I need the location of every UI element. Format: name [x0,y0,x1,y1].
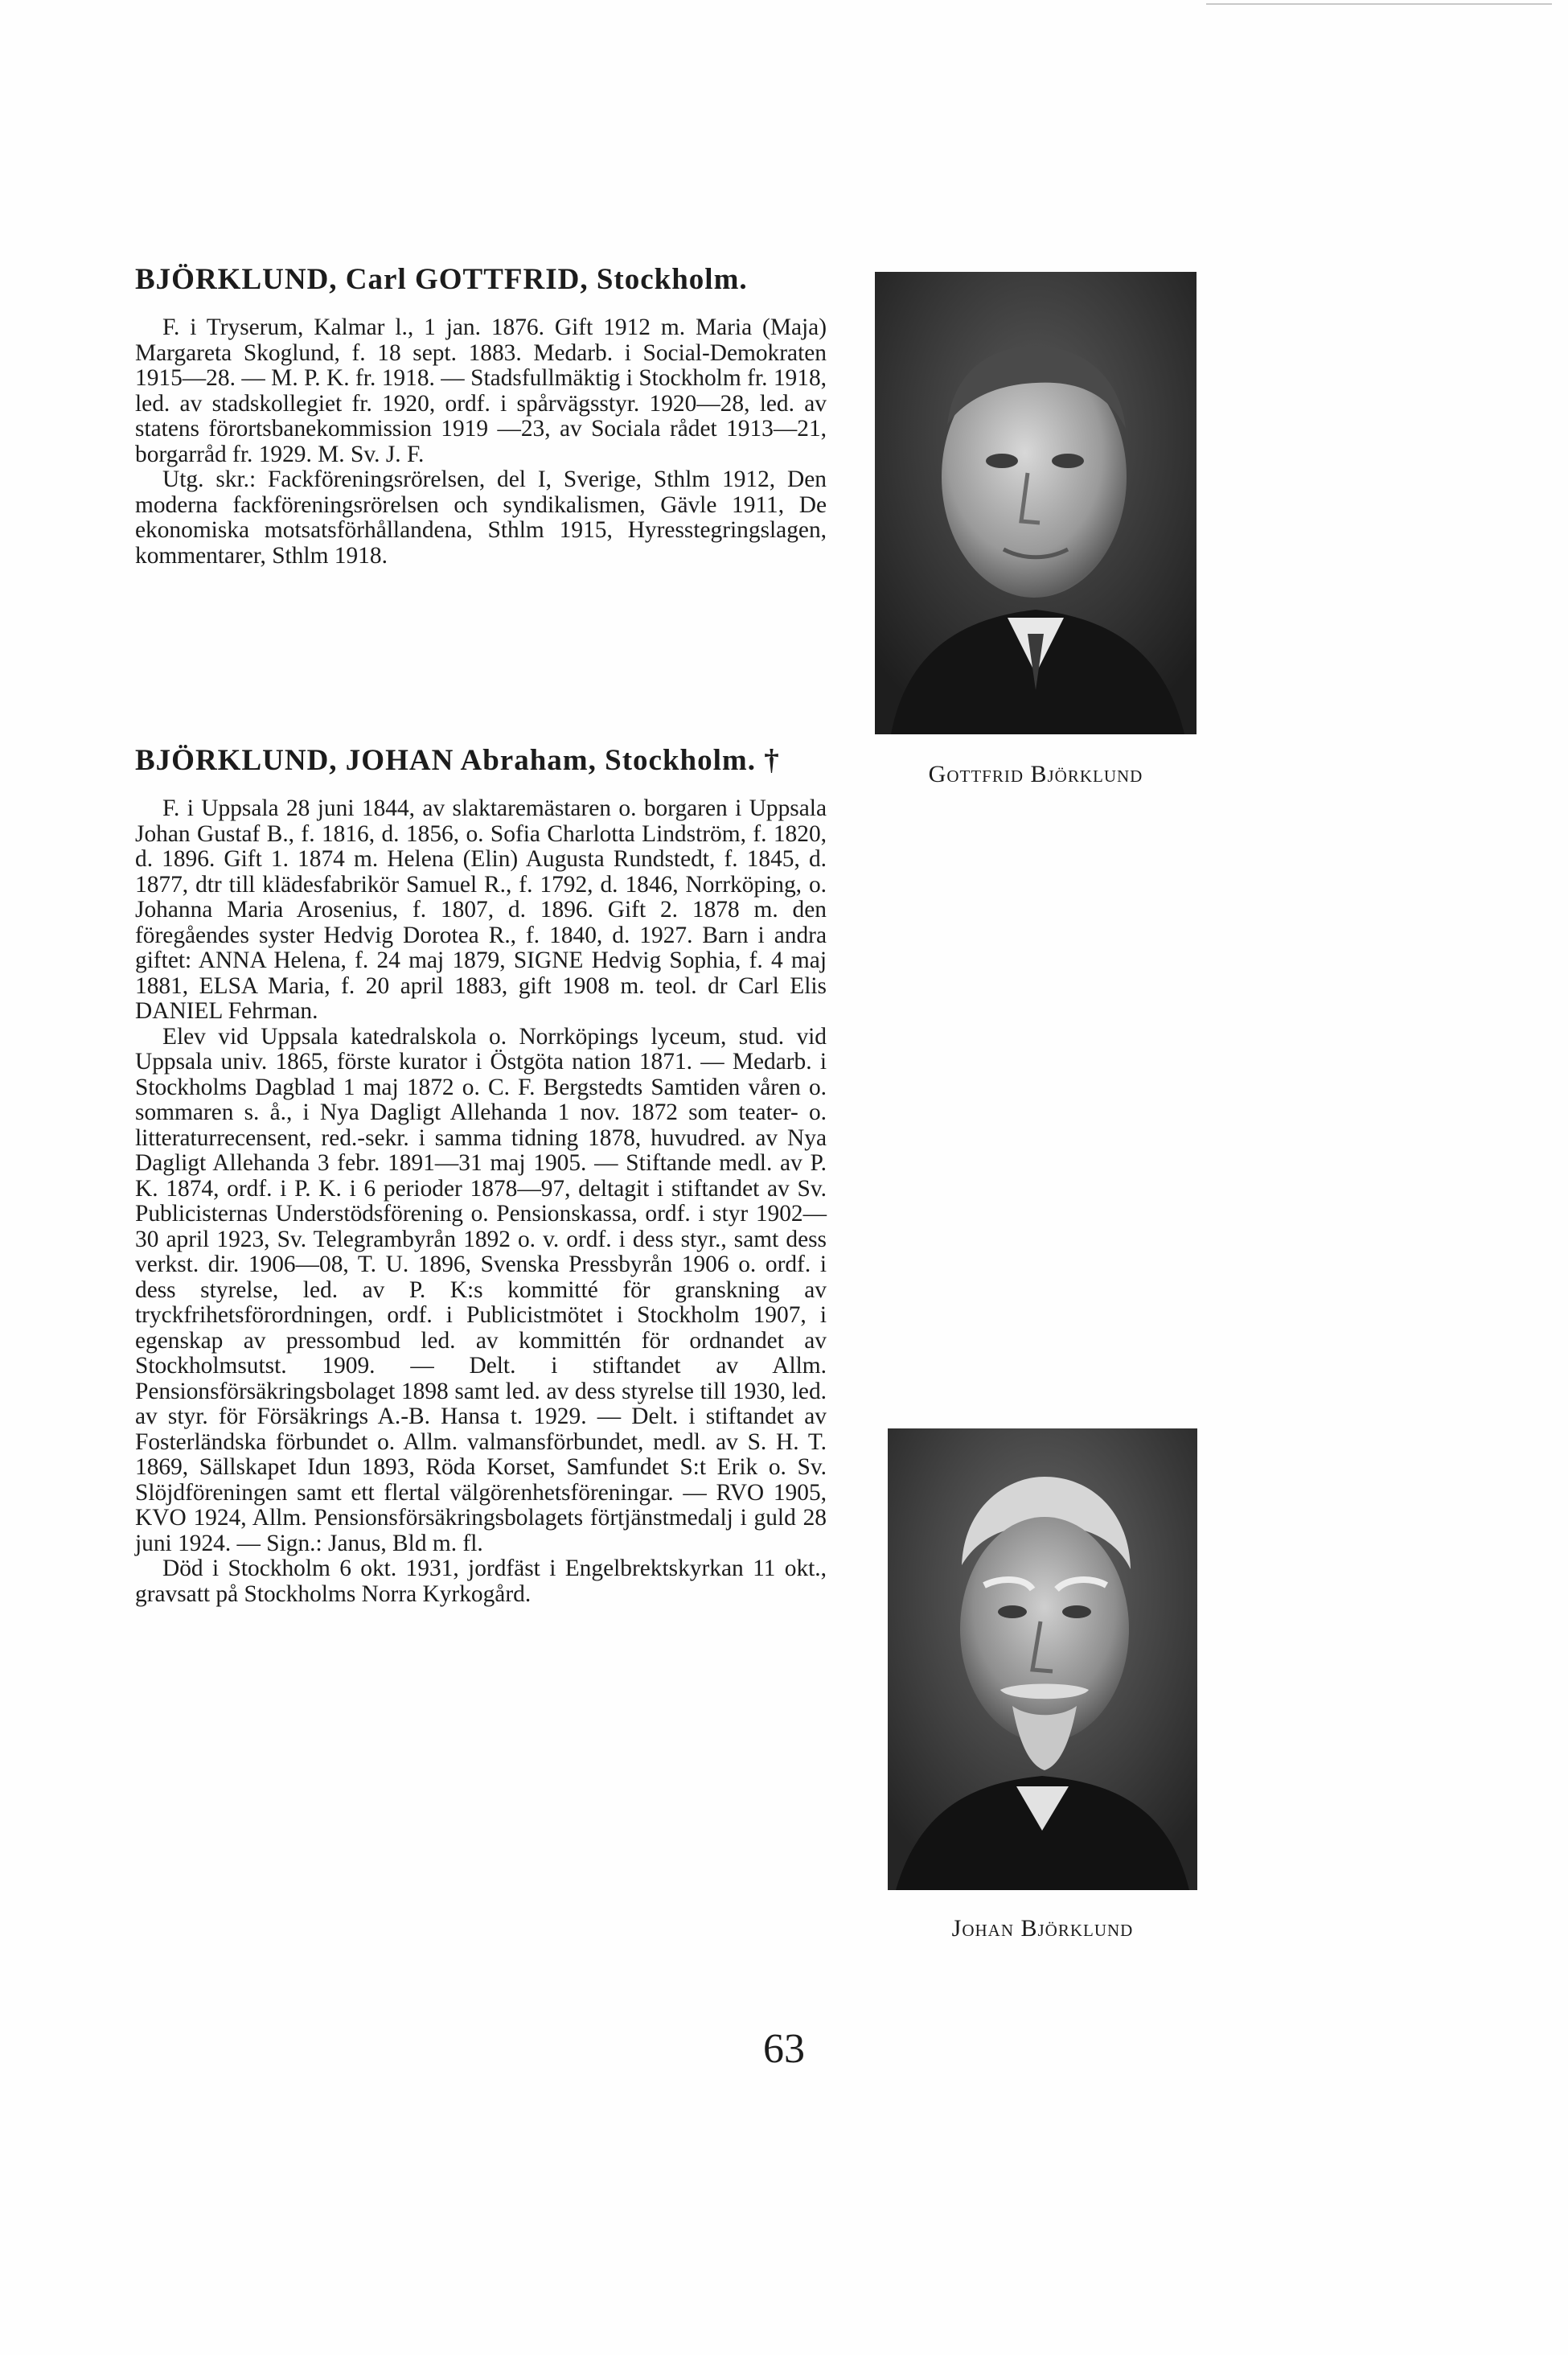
portrait-photo-johan [888,1428,1197,1890]
entry-gottfrid [135,262,827,569]
entry-paragraph: Elev vid Uppsala katedralskola o. Norrköpings lyceum, stud. vid Uppsala univ. 1865, förste kurator i Östgöta nation 1871. — Medarb. i Stockholms Dagblad 1 maj 1872 o. C. F. Bergstedts Samtiden våren o. sommaren s. å., i Nya Dagligt Allehanda 1 nov. 1872 som teater- o. litteraturrecensent, red.-sekr. i samma tidning 1878, huvudred. av Nya Dagligt Allehanda 3 febr. 1891—31 maj 1905. — Stiftande medl. av P. K. 1874, ordf. i P. K. i 6 perioder 1878—97, deltagit i stiftandet av Sv. Publicisternas Understödsförening o. Pensionskassa, ordf. i styr 1902—30 april 1923, Sv. Telegrambyrån 1892 o. v. ordf. i dess styr., samt dess verkst. dir. 1906—08, T. U. 1896, Svenska Pressbyrån 1906 o. ordf. i dess styrelse, led. av P. K:s kommitté för granskning av tryckfrihetsförordningen, ordf. i Publicistmötet i Stockholm 1907, i egenskap av pressombud led. av kommittén för ordnandet av Stockholmsutst. 1909. — Delt. i stiftandet av Allm. Pensionsförsäkringsbolaget 1898 samt led. av dess styrelse till 1930, led. av styr. för Försäkrings A.-B. Hansa t. 1929. — Delt. i stiftandet av Fosterländska förbundet o. Allm. valmansförbundet, medl. av S. H. T. 1869, Sällskapet Idun 1893, Röda Korset, Samfundet S:t Erik o. Sv. Slöjdföreningen samt ett flertal välgörenhetsföreningar. — RVO 1905, KVO 1924, Allm. Pensionsförsäkringsbolagets förtjänstmedalj i guld 28 juni 1924. — Sign.: Janus, Bld m. fl. [135,1023,827,1556]
entry-heading: BJÖRKLUND, JOHAN Abraham, Stockholm. † [135,744,780,777]
entry-paragraph: Död i Stockholm 6 okt. 1931, jordfäst i Engelbrektskyrkan 11 okt., gravsatt på Stockholms Norra Kyrkogård. [135,1556,827,1607]
portrait-photo-gottfrid [875,272,1197,734]
entry-paragraph: Utg. skr.: Fackföreningsrörelsen, del I, Sverige, Sthlm 1912, Den moderna fackföreningsrörelsen och syndikalismen, Gävle 1911, De ekonomiska motsatsförhållandena, Sthlm 1915, Hyresstegringslagen, kommentarer, Sthlm 1918. [135,466,827,569]
portrait-icon [875,272,1197,734]
entry-heading: BJÖRKLUND, Carl GOTTFRID, Stockholm. [135,263,748,296]
portrait-caption: Johan Björklund [951,1915,1134,1942]
scan-edge-line [1206,3,1552,5]
portrait-icon [888,1428,1197,1890]
page-number: 63 [763,2026,805,2072]
entry-johan [135,743,827,1607]
portrait-caption: Gottfrid Björklund [928,761,1143,787]
entry-paragraph: F. i Tryserum, Kalmar l., 1 jan. 1876. Gift 1912 m. Maria (Maja) Margareta Skoglund, f. 18 sept. 1883. Medarb. i Social-Demokraten 1915—28. — M. P. K. fr. 1918. — Stadsfullmäktig i Stockholm fr. 1918, led. av stadskollegiet fr. 1920, ordf. i spårvägsstyr. 1920—28, led. av statens förortsbanekommission 1919 —23, av Sociala rådet 1913—21, borgarråd fr. 1929. M. Sv. J. F. [135,314,827,467]
entry-paragraph: F. i Uppsala 28 juni 1844, av slaktaremästaren o. borgaren i Uppsala Johan Gustaf B., f. 1816, d. 1856, o. Sofia Charlotta Lindström, f. 1820, d. 1896. Gift 1. 1874 m. Helena (Elin) Augusta Rundstedt, f. 1845, d. 1877, dtr till klädesfabrikör Samuel R., f. 1792, d. 1846, Norrköping, o. Johanna Maria Arosenius, f. 1807, d. 1896. Gift 2. 1878 m. den föregåendes syster Hedvig Dorotea R., f. 1840, d. 1927. Barn i andra giftet: ANNA Helena, f. 24 maj 1879, SIGNE Hedvig Sophia, f. 4 maj 1881, ELSA Maria, f. 20 april 1883, gift 1908 m. teol. dr Carl Elis DANIEL Fehrman. [135,795,827,1024]
